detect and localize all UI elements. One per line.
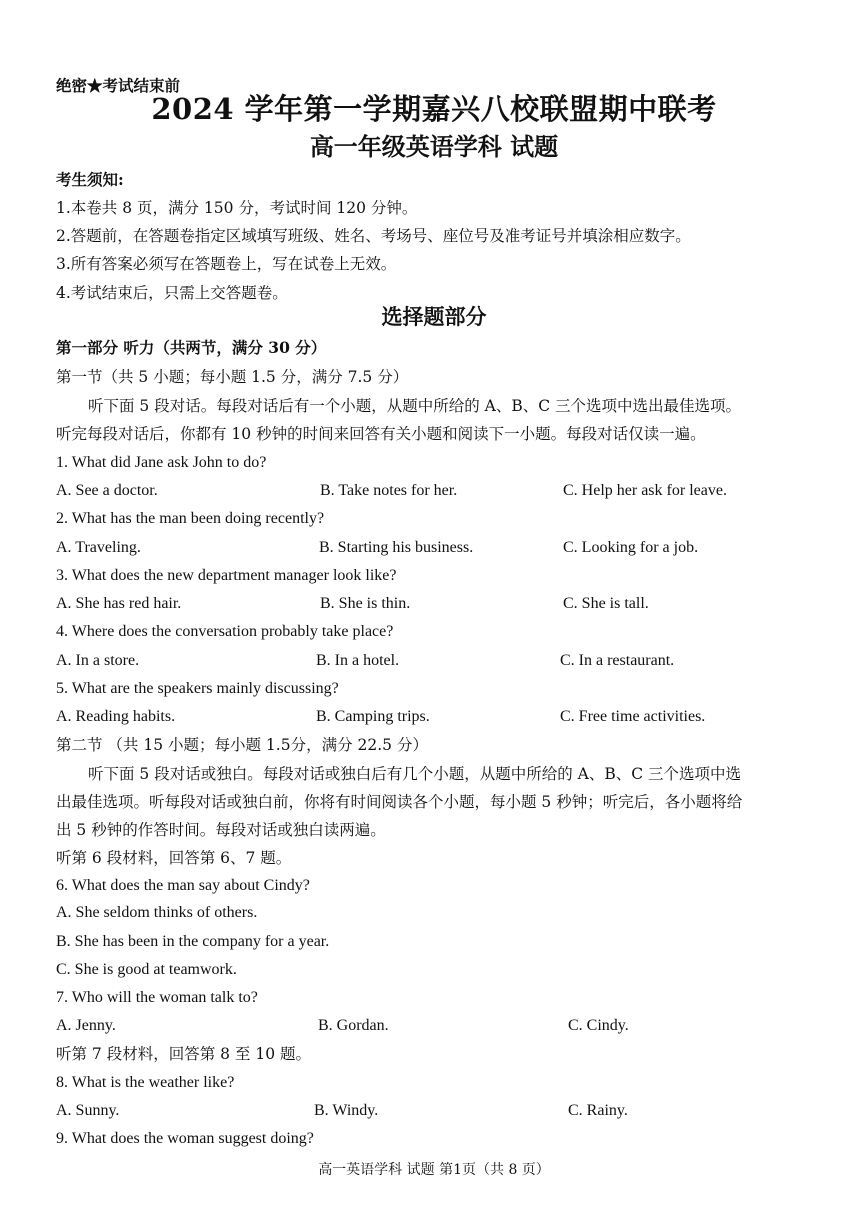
sec1-instruction: 听下面 5 段对话。每段对话后有一个小题，从题中所给的 A、B、C 三个选项中选出最佳选项。: [88, 397, 742, 415]
option-c: C. She is good at teamwork.: [56, 961, 237, 978]
sec1-heading: 第一节（共 5 小题；每小题 1.5 分，满分 7.5 分）: [56, 368, 409, 386]
option-b: B. She is thin.: [320, 595, 411, 612]
sec1-instruction: 听完每段对话后，你都有 10 秒钟的时间来回答有关小题和阅读下一小题。每段对话仅读一遍。: [56, 425, 706, 443]
part1-heading: 第一部分 听力（共两节，满分 30 分）: [56, 338, 327, 357]
notice-item: 3.所有答案必须写在答题卷上，写在试卷上无效。: [56, 255, 397, 273]
option-c: C. Rainy.: [568, 1102, 628, 1119]
option-a: A. Reading habits.: [56, 708, 176, 725]
option-a: A. See a doctor.: [56, 482, 158, 499]
exam-subtitle: 高一年级英语学科 试题: [309, 132, 559, 161]
option-b: B. She has been in the company for a year.: [56, 933, 330, 950]
notice-heading: 考生须知:: [56, 170, 124, 189]
question-stem: 1. What did Jane ask John to do?: [56, 454, 267, 471]
option-c: C. She is tall.: [563, 595, 649, 612]
option-a: A. She seldom thinks of others.: [56, 904, 258, 921]
question-stem: 8. What is the weather like?: [56, 1074, 235, 1091]
sec2-instruction: 出最佳选项。听每段对话或独白前，你将有时间阅读各个小题，每小题 5 秒钟；听完后，各小题将给: [56, 793, 743, 811]
sec2-heading: 第二节 （共 15 小题；每小题 1.5分，满分 22.5 分）: [56, 736, 428, 754]
question-stem: 3. What does the new department manager look like?: [56, 567, 397, 584]
exam-title: 2024 学年第一学期嘉兴八校联盟期中联考: [151, 92, 717, 126]
sec2-instruction: 出 5 秒钟的作答时间。每段对话或独白读两遍。: [56, 821, 386, 839]
option-a: A. Traveling.: [56, 539, 141, 556]
notice-item: 2.答题前，在答题卷指定区域填写班级、姓名、考场号、座位号及准考证号并填涂相应数字。: [56, 227, 691, 245]
option-b: B. Gordan.: [318, 1017, 389, 1034]
option-a: A. Jenny.: [56, 1017, 116, 1034]
option-b: B. Take notes for her.: [320, 482, 458, 499]
question-stem: 7. Who will the woman talk to?: [56, 989, 258, 1006]
page-footer: 高一英语学科 试题 第1页（共 8 页）: [318, 1162, 550, 1178]
option-c: C. Cindy.: [568, 1017, 629, 1034]
material-note: 听第 6 段材料，回答第 6、7 题。: [56, 849, 292, 867]
option-b: B. Windy.: [314, 1102, 379, 1119]
question-stem: 5. What are the speakers mainly discussing?: [56, 680, 339, 697]
option-b: B. Camping trips.: [316, 708, 430, 725]
option-c: C. In a restaurant.: [560, 652, 675, 669]
confidential-label: 绝密★考试结束前: [56, 76, 181, 95]
question-stem: 2. What has the man been doing recently?: [56, 510, 325, 527]
section-title: 选择题部分: [381, 304, 487, 329]
option-b: B. Starting his business.: [319, 539, 474, 556]
notice-item: 4.考试结束后，只需上交答题卷。: [56, 284, 288, 302]
option-c: C. Free time activities.: [560, 708, 706, 725]
question-stem: 9. What does the woman suggest doing?: [56, 1130, 314, 1147]
sec2-instruction: 听下面 5 段对话或独白。每段对话或独白后有几个小题，从题中所给的 A、B、C 三个选项中选: [88, 765, 742, 783]
option-a: A. Sunny.: [56, 1102, 120, 1119]
option-b: B. In a hotel.: [316, 652, 400, 669]
option-c: C. Help her ask for leave.: [563, 482, 727, 499]
question-stem: 6. What does the man say about Cindy?: [56, 877, 310, 894]
option-c: C. Looking for a job.: [563, 539, 699, 556]
notice-item: 1.本卷共 8 页，满分 150 分，考试时间 120 分钟。: [56, 199, 418, 217]
question-stem: 4. Where does the conversation probably take place?: [56, 623, 394, 640]
material-note: 听第 7 段材料，回答第 8 至 10 题。: [56, 1045, 312, 1063]
option-a: A. In a store.: [56, 652, 140, 669]
option-a: A. She has red hair.: [56, 595, 182, 612]
